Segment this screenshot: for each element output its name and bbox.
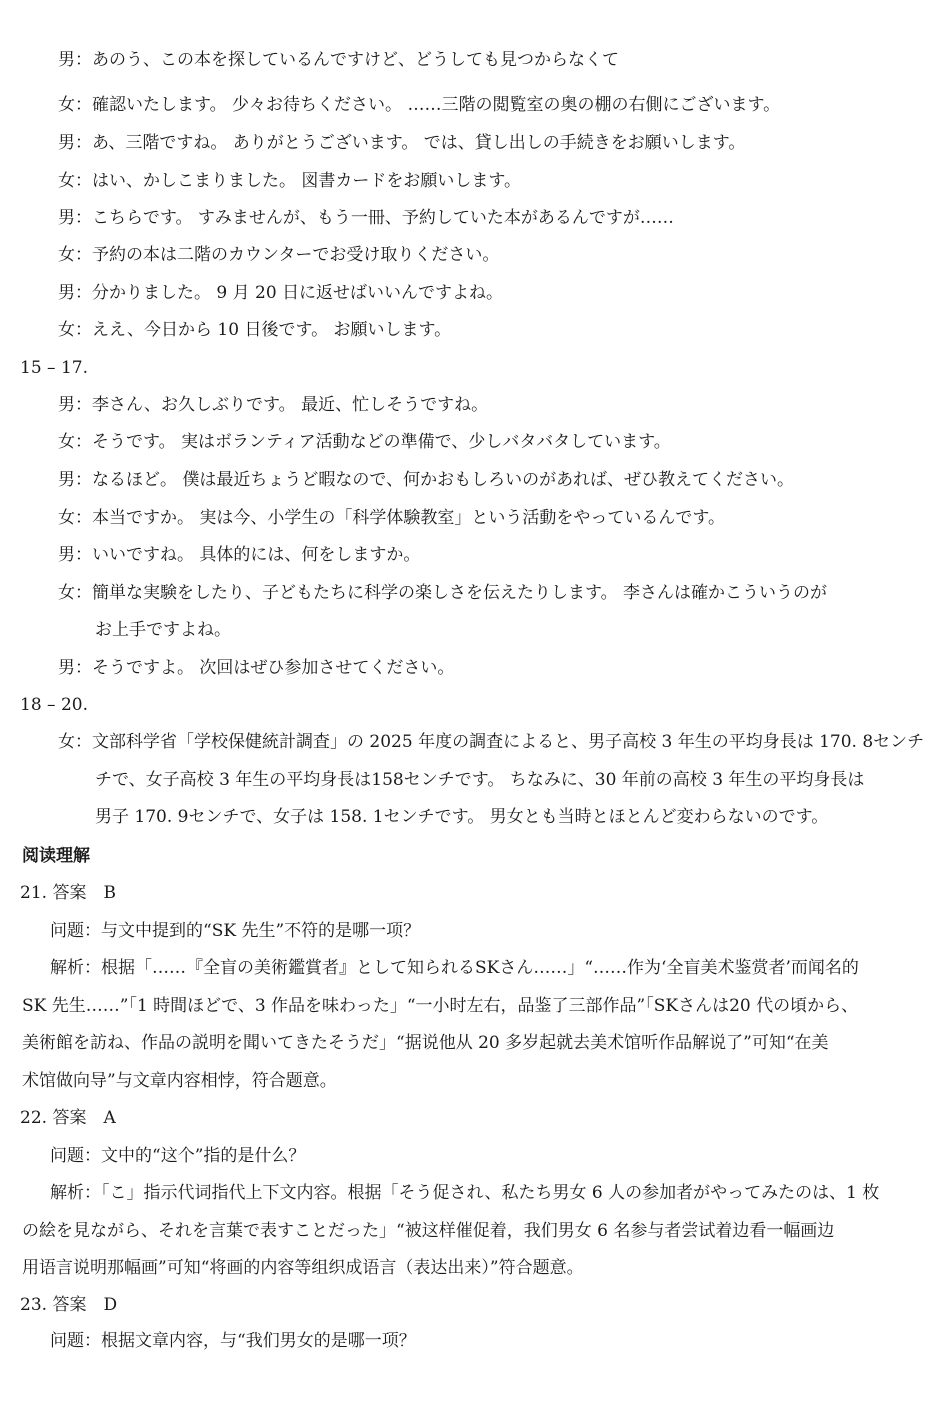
dialogue-line: 女：はい、かしこまりました。 図書カードをお願いします。 <box>58 171 522 191</box>
dialogue-line: 男：こちらです。 すみませんが、もう一冊、予約していた本があるんですが…… <box>58 208 674 228</box>
answer-header: 22. 答案 A <box>20 1108 116 1128</box>
dialogue-line: 女：文部科学省「学校保健統計調査」の 2025 年度の調査によると、男子高校 3 年生の平均身長は 170. 8センチ <box>58 732 925 752</box>
dialogue-line: 男：あ、三階ですね。 ありがとうございます。 では、貸し出しの手続きをお願いします。 <box>58 133 746 153</box>
analysis-line: 解析：根据「……『全盲の美術鑑賞者』として知られるSKさん……」“……作为‘全盲美术鉴赏者’而闻名的 <box>50 958 859 978</box>
dialogue-line: 男：そうですよ。 次回はぜひ参加させてください。 <box>58 658 455 678</box>
clipped-top-line: 男：あのう、この本を探しているんですけど、どうしても見つからなくて <box>58 50 619 70</box>
dialogue-line: 男：いいですね。 具体的には、何をしますか。 <box>58 545 421 565</box>
dialogue-line: 男：李さん、お久しぶりです。 最近、忙しそうですね。 <box>58 395 489 415</box>
dialogue-line: 女：そうです。 実はボランティア活動などの準備で、少しバタバタしています。 <box>58 432 671 452</box>
clipped-bottom-line: 问题：根据文章内容，与“我们男女的是哪一项？ <box>50 1331 416 1351</box>
analysis-line: 术馆做向导”与文章内容相悖，符合题意。 <box>22 1071 337 1091</box>
dialogue-line: 女：ええ、今日から 10 日後です。 お願いします。 <box>58 320 452 340</box>
question-line: 问题：文中的“这个”指的是什么？ <box>50 1146 306 1166</box>
answer-header: 21. 答案 B <box>20 883 116 903</box>
analysis-line: 解析：「こ」指示代词指代上下文内容。根据「そう促され、私たち男女 6 人の参加者がやってみたのは、1 枚 <box>50 1183 880 1203</box>
analysis-line: SK 先生……”「1 時間ほどで、3 作品を味わった」“一小时左右，品鉴了三部作品”「SKさんは20 代の頃から、 <box>22 996 859 1016</box>
dialogue-line: 男：分かりました。 9 月 20 日に返せばいいんですよね。 <box>58 283 504 303</box>
dialogue-line-continued: 男子 170. 9センチで、女子は 158. 1センチです。 男女とも当時とほとんど変わらないのです。 <box>95 807 829 827</box>
section-number: 15 – 17. <box>20 358 88 378</box>
question-line: 问题：与文中提到的“SK 先生”不符的是哪一项？ <box>50 921 421 941</box>
analysis-line: 美術館を訪ね、作品の説明を聞いてきたそうだ」“据说他从 20 多岁起就去美术馆听作品解说了”可知“在美 <box>22 1033 829 1053</box>
section-number: 18 – 20. <box>20 695 88 715</box>
dialogue-line: 女：本当ですか。 実は今、小学生の「科学体験教室」という活動をやっているんです。 <box>58 508 726 528</box>
dialogue-line: 女：予約の本は二階のカウンターでお受け取りください。 <box>58 245 500 265</box>
dialogue-line-continued: チで、女子高校 3 年生の平均身長は158センチです。 ちなみに、30 年前の高校 3 年生の平均身長は <box>95 770 865 790</box>
answer-header: 23. 答案 D <box>20 1295 118 1315</box>
dialogue-line: 男：なるほど。 僕は最近ちょうど暇なので、何かおもしろいのがあれば、ぜひ教えてください。 <box>58 470 795 490</box>
dialogue-line: 女：確認いたします。 少々お待ちください。 ……三階の閲覧室の奥の棚の右側にございます。 <box>58 95 781 115</box>
dialogue-line-continued: お上手ですよね。 <box>95 620 231 640</box>
dialogue-line: 女：簡単な実験をしたり、子どもたちに科学の楽しさを伝えたりします。 李さんは確かこういうのが <box>58 583 828 603</box>
analysis-line: の絵を見ながら、それを言葉で表すことだった」“被这样催促着，我们男女 6 名参与者尝试着边看一幅画边 <box>22 1221 835 1241</box>
analysis-line: 用语言说明那幅画”可知“将画的内容等组织成语言（表达出来）”符合题意。 <box>22 1258 584 1278</box>
section-heading-reading: 阅读理解 <box>22 846 90 866</box>
